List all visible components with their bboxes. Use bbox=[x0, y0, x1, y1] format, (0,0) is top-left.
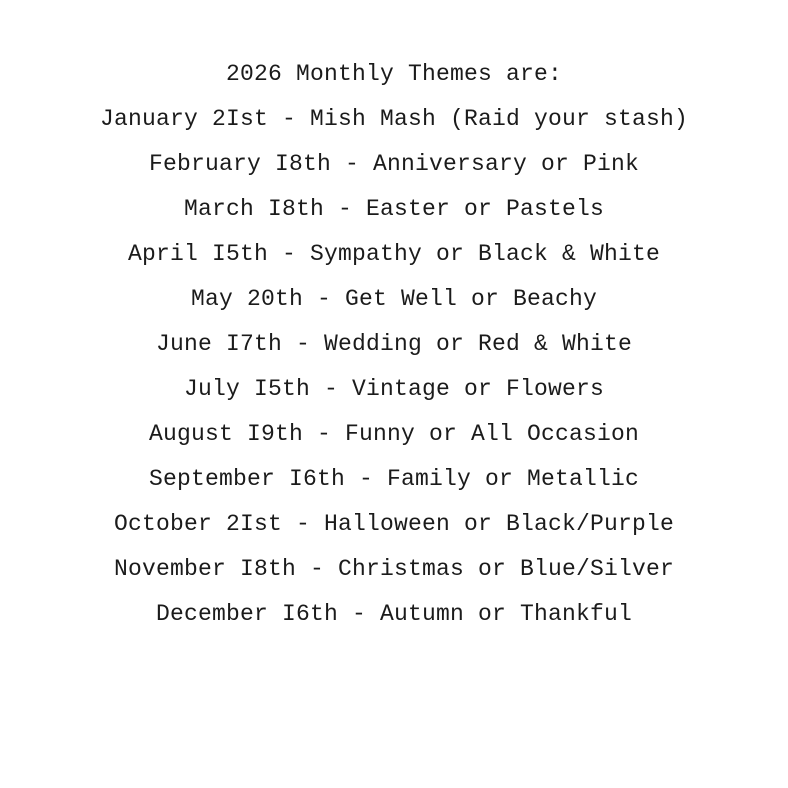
theme-line-march: March I8th - Easter or Pastels bbox=[183, 196, 605, 222]
theme-line-november: November I8th - Christmas or Blue/Silver bbox=[113, 556, 675, 582]
theme-line-may: May 20th - Get Well or Beachy bbox=[190, 286, 598, 312]
theme-line-july: July I5th - Vintage or Flowers bbox=[183, 376, 605, 402]
theme-line-august: August I9th - Funny or All Occasion bbox=[148, 421, 640, 447]
theme-line-december: December I6th - Autumn or Thankful bbox=[155, 601, 633, 627]
theme-line-january: January 2Ist - Mish Mash (Raid your stash) bbox=[99, 106, 689, 132]
theme-line-june: June I7th - Wedding or Red & White bbox=[155, 331, 633, 357]
themes-list bbox=[0, 52, 788, 637]
theme-line-september: September I6th - Family or Metallic bbox=[148, 466, 640, 492]
theme-line-october: October 2Ist - Halloween or Black/Purple bbox=[113, 511, 675, 537]
heading: 2026 Monthly Themes are: bbox=[225, 61, 563, 87]
theme-line-april: April I5th - Sympathy or Black & White bbox=[127, 241, 661, 267]
theme-line-february: February I8th - Anniversary or Pink bbox=[148, 151, 640, 177]
